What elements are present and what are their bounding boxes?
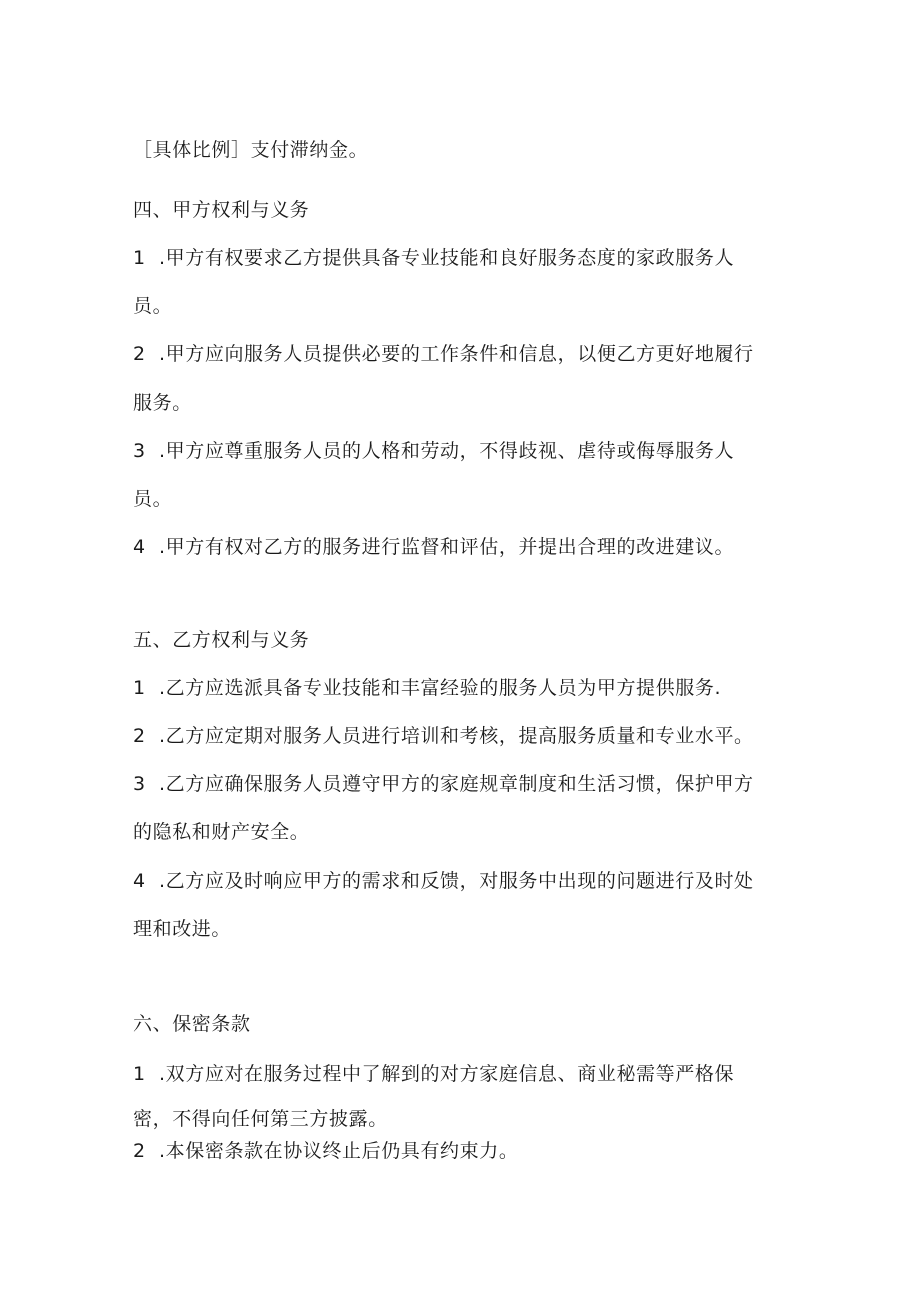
clause-6-1-cont: 密，不得向任何第三方披露。: [133, 1108, 388, 1130]
section-heading-5: 五、乙方权利与义务: [133, 629, 310, 651]
clause-text: .乙方应定期对服务人员进行培训和考核，提高服务质量和专业水平。: [159, 725, 754, 747]
clause-4-4: [133, 535, 734, 559]
clause-number: 4: [133, 536, 146, 558]
clause-number: 4: [133, 870, 146, 892]
clause-4-3-cont: 员。: [133, 488, 173, 510]
clause-text: .乙方应确保服务人员遵守甲方的家庭规章制度和生活习惯，保护甲方: [159, 773, 754, 795]
clause-5-3: [133, 772, 754, 796]
clause-5-3-cont: 的隐私和财产安全。: [133, 821, 310, 843]
clause-5-1: [133, 676, 721, 700]
clause-number: 1: [133, 677, 146, 699]
clause-text: .本保密条款在协议终止后仍具有约束力。: [159, 1140, 519, 1162]
clause-4-1-cont: 员。: [133, 295, 173, 317]
section-heading-6: 六、保密条款: [133, 1013, 251, 1035]
clause-text: .乙方应及时响应甲方的需求和反馈，对服务中出现的问题进行及时处: [159, 870, 754, 892]
clause-5-4-cont: 理和改进。: [133, 918, 232, 940]
clause-number: 1: [133, 1063, 146, 1085]
clause-text: .甲方有权对乙方的服务进行监督和评估，并提出合理的改进建议。: [159, 536, 735, 558]
clause-4-2-cont: 服务。: [133, 392, 192, 414]
clause-text: .双方应对在服务过程中了解到的对方家庭信息、商业秘需等严格保: [159, 1063, 735, 1085]
clause-text: .乙方应选派具备专业技能和丰富经验的服务人员为甲方提供服务.: [159, 677, 722, 699]
intro-line: ［具体比例］支付滞纳金。: [133, 139, 369, 161]
clause-number: 1: [133, 247, 146, 269]
section-heading-4: 四、甲方权利与义务: [133, 199, 310, 221]
clause-number: 3: [133, 773, 146, 795]
clause-6-1: [133, 1062, 734, 1086]
clause-number: 3: [133, 440, 146, 462]
clause-4-2: [133, 342, 754, 366]
clause-text: .甲方应向服务人员提供必要的工作条件和信息，以便乙方更好地履行: [159, 343, 754, 365]
clause-text: .甲方应尊重服务人员的人格和劳动，不得歧视、虐待或侮辱服务人: [159, 440, 735, 462]
clause-5-2: [133, 724, 754, 748]
clause-text: .甲方有权要求乙方提供具备专业技能和良好服务态度的家政服务人: [159, 247, 735, 269]
clause-5-4: [133, 869, 754, 893]
clause-6-2: [133, 1139, 518, 1163]
clause-number: 2: [133, 725, 146, 747]
clause-4-1: [133, 246, 734, 270]
clause-number: 2: [133, 343, 146, 365]
clause-number: 2: [133, 1140, 146, 1162]
clause-4-3: [133, 439, 734, 463]
